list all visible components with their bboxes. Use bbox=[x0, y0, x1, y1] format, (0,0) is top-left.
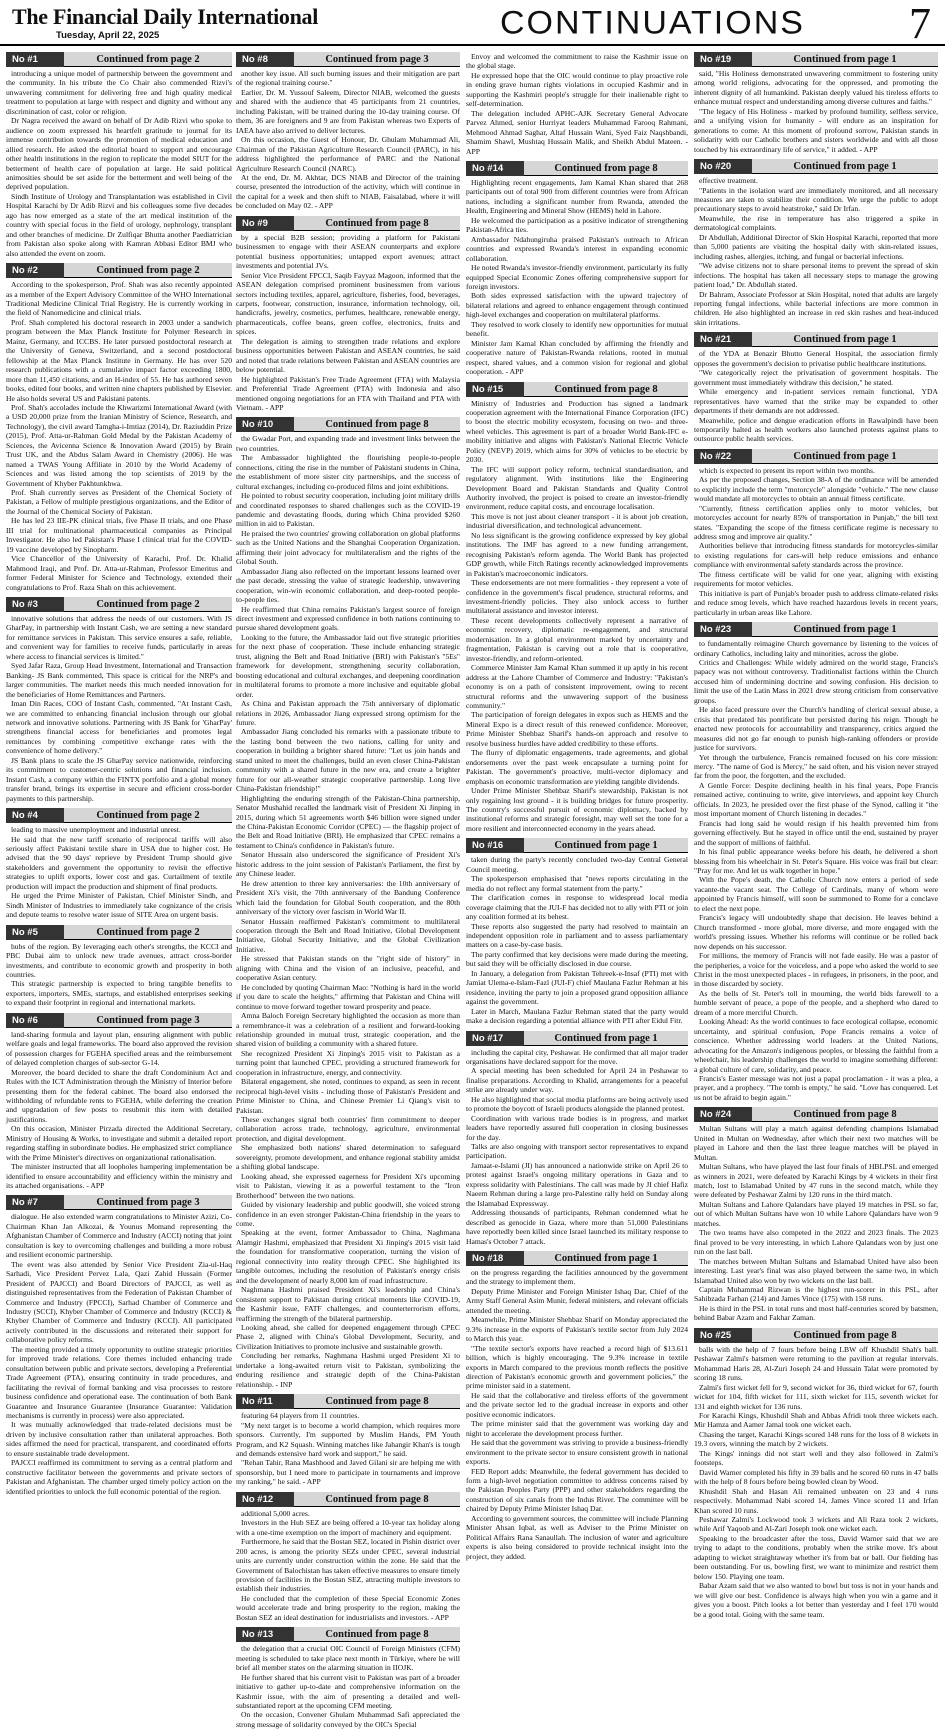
issue-date: Tuesday, April 22, 2025 bbox=[56, 30, 160, 41]
article-paragraph: Investors in the Hub SEZ are being offered a 10-year tax holiday along with a one-time exemption on the import of machinery and equipment. bbox=[236, 1518, 460, 1537]
article-paragraph: The IFC will support policy reform, technical standardisation, and regulatory alignment. With institutions like the Engineering Development Board and Pakistan Standards and Quality Control Authority involved, the project is poised to create an investor-friendly environment, reduce capital costs, and encourage localisation. bbox=[466, 464, 688, 512]
article-paragraph: Coordination with various trade bodies is in progress, and market leaders have reportedly assured full cooperation in closing businesses for the day. bbox=[466, 1113, 688, 1142]
article-paragraph: innovative solutions that address the needs of our customers. With JS GharPay, in partnership with Instant Cash, we are setting a new standard for remittance services in Pakistan. This service ensures a safe, reliable, and convenient way for families to receive funds, particularly in areas where access to financial services is limited." bbox=[6, 614, 232, 661]
newspaper-title: The Financial Daily International bbox=[12, 4, 319, 29]
article-paragraph: As per the proposed changes, Section 38-A of the ordinance will be amended to explicitly include the term "motorcycle" alongside "vehicle." The new clause would mandate all motorcycles to obtain an annual fitness certificate. bbox=[694, 475, 938, 504]
article-paragraph: "We advise citizens not to share personal items to prevent the spread of skin infections. The hospital has taken all necessary steps to manage the growing patient load," Dr. Abdullah stated. bbox=[694, 261, 938, 290]
article-paragraph: Chasing the target, Karachi Kings scored 148 runs for the loss of 8 wickets in 19.3 overs, winning the match by 2 wickets. bbox=[694, 1429, 938, 1449]
article-paragraph: Francis's Easter message was not just a papal proclamation - it was a plea, a prayer, and a prophecy. "The tomb is empty," he said. "Love has conquered. Let us not be afraid to begin again." bbox=[694, 1073, 938, 1102]
article-paragraph: Concluding her remarks, Naghmana Hashmi urged President Xi to undertake a long-awaited return visit to Pakistan, symbolizing the enduring resilience and strategic depth of the China-Pakistan relationship. - INP bbox=[236, 1351, 460, 1389]
article-paragraph: Ambassador Jiang also reflected on the important lessons learned over the past decade, stressing the value of strategic leadership, unwavering cooperation, win-win economic collaboration, and deep-rooted people-to-people ties. bbox=[236, 566, 460, 605]
article-number: No #15 bbox=[466, 382, 524, 397]
article-paragraph: Later in March, Maulana Fazlur Rehman stated that the party would make a decision regarding a potential alliance with PTI after Eidul Fitr. bbox=[466, 1006, 688, 1026]
article-paragraph: They resolved to work closely to identify new opportunities for mutual benefit. bbox=[466, 319, 688, 339]
article-header bbox=[466, 161, 688, 176]
article-continuation bbox=[236, 216, 460, 413]
column-1 bbox=[6, 52, 232, 1522]
article-paragraph: The fitness certificate will be valid for one year, aligning with existing requirements for motor vehicles. bbox=[694, 569, 938, 589]
article-continuation bbox=[466, 52, 688, 156]
article-paragraph: The event was also attended by Senior Vice President Zia-ul-Haq Sarhadi, Vice President Pervez Lala, Qazi Zahid Hussain (Former President of PAJCCI) and Board Directors of PAJCCI, as well as distinguished representatives from the Federation of Pakistan Chamber of Commerce and Industry (FPCCI), Sarhad Chamber of Commerce and Industry (SCCI), Khyber Chamber of Commerce and Industry (KCCI) & Khyber Chamber of Commerce and Industry (KCCI). All participated actively contributed in the discussions and reiterated their support for collaborative policy reforms. bbox=[6, 1259, 232, 1345]
article-paragraph: Earlier, Dr. M. Yussouf Saleem, Director NIAB, welcomed the guests and shared with the audience that 45 participants from 21 countries, including Pakistan, will be trained during the 10-day training course. Of them, 36 are foreigners and 9 are from Pakistan whereas two Experts of IAEA have also arrived to deliver lectures. bbox=[236, 87, 460, 135]
article-paragraph: Looking Ahead: As the world continues to face ecological collapse, economic uncertainty, and spiritual confusion, Pope Francis remains a voice of conscience. Whether addressing world leaders at the United Nations, advocating for the Amazon's indigenous peoples, or blessing the faithful from a wheelchair, his leadership challenges the world to imagine something different: a global culture of care, solidarity, and peace. bbox=[694, 1017, 938, 1074]
page-number: 7 bbox=[909, 0, 931, 48]
article-paragraph: Minister Jam Kamal Khan concluded by affirming the friendly and cooperative nature of Pakistan-Rwanda relations, rooted in mutual respect, shared values, and a common vision for regional and global cooperation. - APP bbox=[466, 338, 688, 377]
article-header bbox=[694, 449, 938, 464]
article-paragraph: including the capital city, Peshawar. He confirmed that all major trader organisations have declared support for the move. bbox=[466, 1047, 688, 1066]
article-continuation bbox=[466, 1251, 688, 1561]
article-paragraph: said, "His Holiness demonstrated unwavering commitment to fostering unity among world religions, advocating for the oppressed, and promoting the inherent dignity of all humankind. Pakistan deeply valued his tireless efforts to enhance mutual respect and understanding among diverse cultures and faiths." bbox=[694, 69, 938, 107]
article-paragraph: He concluded that the completion of these Special Economic Zones would accelerate trade and bring prosperity to the region, making the Bostan SEZ an ideal destination for industrialists and investors. - APP bbox=[236, 1593, 460, 1622]
continued-from-label: Continued from page 3 bbox=[64, 1013, 232, 1027]
article-paragraph: He further shared that his current visit to Pakistan was part of a broader initiative to gather up-to-date and comprehensive information on the Kashmir issue, with the aim of presenting a detailed and well-substantiated report at the upcoming CFM meeting. bbox=[236, 1672, 460, 1710]
continued-from-label: Continued from page 2 bbox=[64, 597, 232, 611]
continued-from-label: Continued from page 1 bbox=[752, 52, 938, 66]
article-paragraph: which is expected to present its report within two months. bbox=[699, 465, 875, 475]
article-continuation bbox=[6, 925, 232, 1008]
article-paragraph: FED Report adds: Meanwhile, the federal government has decided to form a high-level negotiation committee to address concerns raised by the Pakistan Peoples Party (PPP) and other stakeholders regarding the construction of six canals from the Indus River. The committee will be chaired by Deputy Prime Minister Ishaq Dar. bbox=[466, 1466, 688, 1514]
section-title: CONTINUATIONS bbox=[500, 4, 805, 42]
article-paragraph: For Karachi Kings, Khushdil Shah and Abbas Afridi took three wickets each. Mir Hamza and Aamer Jamal took one wicket each. bbox=[694, 1411, 938, 1430]
article-number: No #13 bbox=[236, 1627, 294, 1642]
article-paragraph: dialogue. He also extended warm congratulations to Minister Azizi, Co-Chairman Khan Jan Alkozai, & Younus Momand representing the Afghanistan Chamber of Commerce and Industry (ACCI) noting that joint consultation is key to overcoming challenges and building a more robust and resilient economic partnership. bbox=[6, 1212, 232, 1260]
article-header bbox=[694, 332, 938, 347]
article-paragraph: On this occasion, the Guest of Honour, Dr. Ghulam Muhammad Ali, Chairman of the Pakistan Agriculture Research Council (PARC), in his address highlighted the performance of PARC and the National Agriculture Research Council (NARC). bbox=[236, 135, 460, 173]
continued-from-label: Continued from page 8 bbox=[294, 1492, 460, 1506]
article-paragraph: Meanwhile, police and dengue eradication efforts in Rawalpindi have been temporarily halted as health workers also launched protests against plans to outsource public health services. bbox=[694, 415, 938, 444]
article-header bbox=[236, 1627, 460, 1642]
article-paragraph: Multan Sultans and Lahore Qalandars have played 19 matches in PSL so far, out of which Multan Sultans have won 10 while Lahore Qalandars have won 9 matches. bbox=[694, 1199, 938, 1228]
article-continuation bbox=[694, 1107, 938, 1323]
article-continuation bbox=[466, 1031, 688, 1247]
article-continuation bbox=[694, 622, 938, 1102]
article-header bbox=[236, 417, 460, 432]
continued-from-label: Continued from page 8 bbox=[752, 1107, 938, 1121]
article-paragraph: These recent developments collectively represent a narrative of economic recovery, diplomatic re-engagement, and structural modernisation. In a global environment marked by uncertainty and fragmentation, Pakistan is carving out a role that is cooperative, investor-friendly, and reform-oriented. bbox=[466, 615, 688, 663]
article-paragraph: She emphasized both nations' shared determination to safeguard sovereignty, promote development, and enhance regional stability amidst a shifting global landscape. bbox=[236, 1143, 460, 1172]
article-paragraph: The minister instructed that all loopholes hampering implementation be identified to ensure accountability and efficiency within the ministry and its attached organisations. - APP bbox=[6, 1162, 232, 1191]
article-paragraph: Authorities believe that introducing fitness standards for motorcycles-similar to existing regulations for cars-will help reduce emissions and enhance compliance with environmental safety standards across the province. bbox=[694, 541, 938, 570]
article-paragraph: The clarification comes in response to widespread local media coverage claiming that the JUI-F has decided not to ally with PTI or join any coalition formed at its behest. bbox=[466, 893, 688, 922]
article-paragraph: Guided by visionary leadership and public goodwill, she voiced strong confidence in an even stronger Pakistan-China friendship in the years to come. bbox=[236, 1200, 460, 1229]
article-paragraph: Dr Nagra received the award on behalf of Dr Adib Rizvi who spoke to audience on zoom expressed his heartfelt gratitude to journal for its immense contribution towards the promotion of medical education and allied research. He asked the editorial board to support and encourage other health institutions in the region to replicate the model SIUT for the betterment of health care of population at large. He said political animosities should be set aside for the betterment and well being of the deprived population. bbox=[6, 116, 232, 192]
continued-from-label: Continued from page 1 bbox=[524, 1251, 688, 1265]
article-paragraph: While emergency and in-patient services remain functional, YDA representatives have warned that the strike may be expanded to other departments if their demands are not addressed. bbox=[694, 387, 938, 416]
article-paragraph: Francis had long said he would resign if his health prevented him from governing effectively. But he stayed in office until the end, sustained by prayer and the support of millions of faithful. bbox=[694, 818, 938, 847]
article-paragraph: of the YDA at Benazir Bhutto General Hospital, the association firmly opposes the government's decision to privatise public healthcare institutions. bbox=[694, 349, 938, 368]
article-header bbox=[694, 159, 938, 174]
continued-from-label: Continued from page 8 bbox=[524, 382, 688, 396]
continued-from-label: Continued from page 8 bbox=[524, 161, 688, 175]
continued-from-label: Continued from page 2 bbox=[64, 808, 232, 822]
article-number: No #24 bbox=[694, 1107, 752, 1122]
article-header bbox=[694, 1328, 938, 1343]
article-paragraph: Furthermore, he said that the Bostan SEZ, located in Pishin district over 200 acres, is among the priority SEZs under CPEC, several industrial units are currently under construction within the zone. He said that the Government of Balochistan has taken effective measures to ensure timely provision of facilities in the Bostan SEZ, attracting multiple investors to establish their industries. bbox=[236, 1537, 460, 1594]
article-continuation bbox=[694, 159, 938, 327]
article-number: No #18 bbox=[466, 1251, 524, 1266]
article-number: No #11 bbox=[236, 1394, 294, 1409]
article-paragraph: another key issue. All such burning issues and their mitigation are part of the regional training course." bbox=[236, 69, 460, 88]
article-paragraph: Both sides expressed satisfaction with the upward trajectory of bilateral relations and agreed to enhance engagement through continued high-level exchanges and cooperation on multilateral platforms. bbox=[466, 291, 688, 320]
article-paragraph: Ambassador Ndahungiruha praised Pakistan's outreach to African countries and expressed Rwanda's interest in expanding economic collaboration. bbox=[466, 234, 688, 263]
article-number: No #5 bbox=[6, 925, 64, 940]
article-number: No #21 bbox=[694, 332, 752, 347]
article-continuation bbox=[694, 52, 938, 154]
article-paragraph: Senior Vice President FPCCI, Saqib Fayyaz Magoon, informed that the ASEAN delegation comprised prominent businessmen from various sectors including textiles, apparel, agriculture, fisheries, food, beverages, carpets, footwear, construction, insurance, information technology, oil, handicrafts, jewelry, cosmetics, perfumes, healthcare, renewable energy, pharmaceuticals, coffee beans, green coffee, electronics, fruits and spices. bbox=[236, 270, 460, 337]
article-paragraph: In his final public appearance weeks before his death, he delivered a short blessing from his wheelchair in St. Peter's Square. His voice was frail but clear: "Pray for me. And let us walk together in hope." bbox=[694, 847, 938, 875]
article-continuation bbox=[694, 449, 938, 617]
article-paragraph: effective treatment. bbox=[699, 176, 758, 186]
article-paragraph: leading to massive unemployment and industrial unrest. bbox=[11, 825, 181, 835]
article-header bbox=[6, 1195, 232, 1210]
article-paragraph: According to the spokesperson, Prof. Shah was also recently appointed as a member of the Expert Advisory Committee of the WHO International Traditional Medicine Clinical Trial Registry. He is currently working in the field of Nanomedicine and clinical trials. bbox=[6, 280, 232, 318]
article-paragraph: "The textile sector's exports have reached a record high of $13.611 billion, which is highly encouraging. The 9.3% increase in textile exports in March compared to the previous month reflects the positive direction of Pakistan's economic growth and government policies," the prime minister said in a statement. bbox=[466, 1343, 688, 1391]
article-paragraph: He said that the new tariff scenario of reciprocal tariffs will also seriously affect Pakistani textile share in USA due to higher cost. He advised that the 90 days' reprieve by President Trump should give stakeholders and government the opportunity to revisit the effective strategies to uplift exports, lower cost and gas. Curtailment of textile production will impact the production and shipment of final products. bbox=[6, 834, 232, 891]
article-paragraph: Khushdil Shah and Hasan Ali remained unbeaten on 23 and 4 runs respectively. Mohammad Nabi scored 14, James Vince scored 11 and Irfan Khan scored 10 runs. bbox=[694, 1486, 938, 1515]
article-paragraph: It was mutually acknowledged that trade-related decisions must be driven by inclusive consultation rather than unilateral approaches. Both sides affirmed the need for practical, transparent, and coordinated efforts to ensure sustainable trade development. bbox=[6, 1420, 232, 1458]
article-continuation bbox=[6, 1195, 232, 1496]
article-paragraph: Highlighting the enduring strength of the Pakistan-China partnership, Senator Mushahid recalled the landmark visit of President Xi Jinping in 2015, during which 51 agreements worth $46 billion were signed under the China-Pakistan Economic Corridor (CPEC) — the flagship project of the Belt and Road Initiative (BRI). He emphasized that CPEC remains a testament to China's confidence in Pakistan's future. bbox=[236, 793, 460, 850]
article-paragraph: PAJCCI reaffirmed its commitment to serving as a central platform and constructive facilitator between the governments and private sectors of Pakistan and Afghanistan. The chamber urged timely policy action on the identified priorities to unlock the full economic potential of the region. bbox=[6, 1458, 232, 1496]
article-paragraph: On the occasion, Convener Ghulam Muhammad Safi appreciated the strong message of solidarity conveyed by the OIC's Special bbox=[236, 1710, 460, 1729]
article-paragraph: For millions, the memory of Francis will not fade easily. He was a pastor of the peripheries, a voice for the voiceless, and a pope who asked the world to see Christ in the most unexpected places - in refugees, in prisoners, in the poor, and in those discarded by society. bbox=[694, 951, 938, 989]
article-paragraph: hubs of the region. By leveraging each other's strengths, the KCCI and PBC Dubai aim to unlock new trade avenues, attract cross-border investments, and contribute to economic growth and prosperity in both countries. bbox=[6, 941, 232, 979]
article-paragraph: The spokesperson emphasised that "news reports circulating in the media do not reflect any formal statement from the party." bbox=[466, 874, 688, 893]
article-paragraph: On this occasion, Minister Pirzada directed the Additional Secretary, Ministry of Housing & Works, to investigate and submit a detailed report regarding staffing in subordinate bodies. He emphasized strict compliance with the Prime Minister's directives on organizational rationalisation. bbox=[6, 1124, 232, 1162]
article-paragraph: land-sharing formula and layout plan, ensuring alignment with public welfare goals and legal frameworks. The board also approved the revision of possession charges for FGEHA specified areas and the reimbursement of delayed completion charges of sub-sector G-14. bbox=[6, 1029, 232, 1068]
article-continuation bbox=[466, 382, 688, 834]
article-paragraph: the delegation that a crucial OIC Council of Foreign Ministers (CFM) meeting is scheduled to take place next month in Türkiye, where he will brief all member states on the alarming situation in IIOJK. bbox=[236, 1644, 460, 1673]
article-paragraph: Looking ahead, she expressed eagerness for President Xi's upcoming visit to Pakistan, viewing it as a powerful testament to the "Iron Brotherhood" between the two nations. bbox=[236, 1171, 460, 1200]
article-paragraph: As China and Pakistan approach the 75th anniversary of diplomatic relations in 2026, Ambassador Jiang expressed strong optimism for the future. bbox=[236, 699, 460, 727]
article-continuation bbox=[236, 1627, 460, 1729]
article-paragraph: She recognized President Xi Jinping's 2015 visit to Pakistan as a turning point that launched CPEC, providing a structured framework for cooperation in infrastructure, energy, and connectivity. bbox=[236, 1048, 460, 1077]
article-header bbox=[236, 1394, 460, 1409]
article-number: No #25 bbox=[694, 1328, 752, 1343]
continued-from-label: Continued from page 3 bbox=[294, 52, 460, 66]
article-paragraph: by a special B2B session; providing a platform for Pakistani businessmen to engage with their ASEAN counterparts and explore potential business opportunities; untapped export avenues; attract investments and potential JVs. bbox=[236, 232, 460, 271]
article-paragraph: In January, a delegation from Pakistan Tehreek-e-Insaf (PTI) met with Jamiat Ulema-e-Islam-Fazl (JUI-F) chief Maulana Fazlur Rehman at his residence, inviting the party to join a proposed grand opposition alliance against the government. bbox=[466, 968, 688, 1007]
article-number: No #16 bbox=[466, 838, 524, 853]
article-paragraph: "My next target is to become a world champion, which requires more sponsors. Currently, I'm supported by Muslim Hands, PM Youth Program, and K2 Squash. Winning matches like Jahangir Khan's is tough and demands extensive hard work and support," he said. bbox=[236, 1420, 460, 1458]
article-paragraph: The party confirmed that key decisions were made during the meeting, but said they will be officially disclosed in due course. bbox=[466, 949, 688, 969]
article-paragraph: Ministry of Industries and Production has signed a landmark cooperation agreement with the International Finance Corporation (IFC) to boost the electric mobility ecosystem, focusing on two- and three-wheel vehicles. This agreement is part of a broader World Bank-IFC e-mobility initiative and aligns with Pakistan's National Electric Vehicle Policy (NEVP) 2019, which aims for 30% of vehicles to be electric by 2030. bbox=[466, 398, 688, 465]
article-paragraph: He urged the Prime Minister of Pakistan, Chief Minister Sindh, and Sindh Minister of Industries to immediately take cognizance of the crisis and depute teams to resolve water issue of SITE Area on urgent basis. bbox=[6, 891, 232, 920]
article-header bbox=[694, 1107, 938, 1122]
article-header bbox=[694, 52, 938, 67]
article-header bbox=[6, 1013, 232, 1028]
article-paragraph: These endorsements are not mere formalities - they represent a vote of confidence in the government's fiscal prudence, structural reforms, and investment-friendly policies. They also unlock access to further multilateral assistance and investor interest. bbox=[466, 578, 688, 616]
article-paragraph: Commerce Minister Jam Kamal Khan summed it up aptly in his recent address at the Lahore Chamber of Commerce and Industry: "Pakistan's economy is on a path of consistent improvement, owing to recent structural reforms and the unwavering support of the business community." bbox=[466, 663, 688, 710]
article-paragraph: Prof. Shah completed his doctoral research in 2003 under a sandwich program between the Max Planck Institute for Polymer Research in Mainz, Germany, and ICCBS. He later pursued postdoctoral research at the University of Geneva, Switzerland, and a second postdoctoral fellowship at the Max Planck Institute in Germany. He has over 520 research publications with a cumulative impact factor exceeding 1800, more than 11,450 citations, and an H-index of 55. He has authored seven books, edited four books, and written nine chapters published by Elsevier. He also holds several US and Pakistani patents. bbox=[6, 317, 232, 403]
article-paragraph: balls with the help of 7 fours before being LBW off Khushdil Shah's ball. Peshawar Zalmi's batsmen were returning to the pavilion at regular intervals. Mohammad Haris 28, Al-Zuri Joseph 24 and Hussain Talat were promoted by scoring 18 runs. bbox=[694, 1344, 938, 1383]
article-paragraph: Speaking to the broadcaster after the toss, David Warner said that we are trying to adapt to the conditions, probably when the strike move. It's about adapting to wicket straightaway whether it's from bat or ball. Our fielding has been outstanding. For us, bowling first, we want to minimize and restrict them below 150. Playing one team. bbox=[694, 1533, 938, 1581]
article-paragraph: featuring 64 players from 11 countries. bbox=[241, 1411, 360, 1421]
article-number: No #2 bbox=[6, 263, 64, 278]
column-4 bbox=[694, 52, 938, 1619]
continued-from-label: Continued from page 8 bbox=[294, 1627, 460, 1641]
article-paragraph: He stressed that Pakistan stands on the "right side of history" in aligning with China and the vision of an inclusive, peaceful, and cooperative Asian century. bbox=[236, 954, 460, 983]
article-number: No #17 bbox=[466, 1031, 524, 1046]
article-continuation bbox=[236, 1492, 460, 1622]
article-paragraph: David Warner completed his fifty in 39 balls and he scored 60 runs in 47 balls with the help of 8 fours before being bowled clean by Wood. bbox=[694, 1467, 938, 1487]
article-paragraph: He expressed hope that the OIC would continue to play proactive role in ending grave human rights violations in occupied Kashmir and in supporting the Kashmiri people's struggle for their inalienable right to self-determination. bbox=[466, 70, 688, 109]
article-number: No #1 bbox=[6, 52, 64, 67]
masthead bbox=[0, 0, 945, 46]
article-paragraph: to fundamentally reimagine Church governance by listening to the voices of ordinary Catholics, including laity and minorities, across the globe. bbox=[694, 639, 938, 658]
article-paragraph: Talks are also ongoing with transport sector representatives to expand participation. bbox=[466, 1142, 688, 1161]
article-header bbox=[466, 838, 688, 853]
article-header bbox=[236, 1492, 460, 1507]
article-paragraph: Senator Hussain also underscored the significance of President Xi's historic address to the joint session of Pakistan's Parliament, the first by any Chinese leader. bbox=[236, 850, 460, 879]
article-paragraph: He said that the government was striving to provide a business-friendly environment to the private sector to ensure consistent growth in national exports. bbox=[466, 1438, 688, 1467]
article-paragraph: Prof. Shah's accolades include the Khwarizmi International Award (with a USD 20,000 prize from the Iranian Ministry of Science, Research, and Technology), the civil award Tamgha-i-Imtiaz (2014), Dr. Raziuddin Prize (2015), Prof. Atta-ur-Rahman Gold Medal by the Pakistan Academy of Sciences, the Avicenna Science & Innovation Award (2015) by Brain Trust UK, and the Abdus Salam Award in Chemistry (2006). He was named a TWAS Young Affiliate in 2010 by the World Academy of Sciences and was listed among the top scientists of 2019 by the Government of Khyber Pakhtunkhwa. bbox=[6, 402, 232, 488]
article-paragraph: introducing a unique model of partnership between the government and the community. In his tribute the Co Chair also commended Rizvi's unwavering commitment for delivering free and high quality medical treatment to population at large with respect and dignity and without any discrimination of cast, color or religion. bbox=[6, 69, 232, 116]
article-paragraph: According to government sources, the committee will include Planning Minister Ahsan Iqbal, as well as Adviser to the Prime Minister on Political Affairs Rana Sanaullah. The inclusion of water and agriculture experts is also being considered to provide technical insight into the project, they added. bbox=[466, 1513, 688, 1561]
article-continuation bbox=[694, 332, 938, 444]
article-paragraph: Multan Sultans, who have played the last four finals of HBLPSL and emerged as winners in 2021, were defeated by Karachi Kings by 4 wickets in their first match, lost to Islamabad United by 47 runs in the second match, while they were defeated by Peshawar Zalmi by 120 runs in the third match. bbox=[694, 1162, 938, 1200]
article-paragraph: No less significant is the growing confidence expressed by key global institutions. The IMF has agreed to a new funding arrangement, recognising Pakistan's reform agenda. The World Bank has projected GDP growth, while Fitch Ratings recently acknowledged improvements in Pakistan's macroeconomic indicators. bbox=[466, 530, 688, 578]
article-paragraph: These exchanges signal both countries' firm commitment to deeper collaboration across trade, technology, agriculture, environmental protection, and digital development. bbox=[236, 1115, 460, 1143]
article-paragraph: Multan Sultans will play a match against defending champions Islamabad United in Multan on Wednesday, after which their next two matches will be played in Lahore and then the last three league matches will be played in Multan. bbox=[694, 1124, 938, 1162]
article-paragraph: Naghmana Hashmi praised President Xi's leadership and China's consistent support to Pakistan during critical moments like COVID-19, the Kashmir issue, FATF challenges, and counterterrorism efforts, reaffirming the strength of the bilateral partnership. bbox=[236, 1285, 460, 1323]
article-header bbox=[236, 52, 460, 67]
article-paragraph: He praised the two countries' growing collaboration on global platforms such as the United Nations and the Shanghai Cooperation Organization, affirming their joint advocacy for multilateralism and the rights of the Global South. bbox=[236, 528, 460, 567]
article-paragraph: Francis's legacy will undoubtedly shape that decision. He leaves behind a Church transformed - more global, more diverse, and more engaged with the world's pressing issues. Whether his reforms will continue or be rolled back now depends on his successor. bbox=[694, 913, 938, 951]
article-continuation bbox=[6, 263, 232, 592]
article-paragraph: Looking to the future, the Ambassador laid out five strategic priorities for the next phase of cooperation. These include enhancing strategic trust, aligning the Belt and Road Initiative (BRI) with Pakistan's "5Es" framework for development, strengthening security collaboration, boosting educational and cultural exchanges, and deepening coordination in multilateral forums to promote a more inclusive and equitable global order. bbox=[236, 632, 460, 699]
column-3 bbox=[466, 52, 688, 1561]
article-paragraph: additional 5,000 acres. bbox=[241, 1508, 310, 1518]
article-number: No #3 bbox=[6, 597, 64, 612]
article-paragraph: Moreover, the board decided to share the draft Condominium Act and Rules with the ICT Administration through the Ministry of Interior before presenting them for the federal cabinet. The board also endorsed the withholding of refundable rents to FGEHA, while deferring the creation and upgradation of few posts to resubmit this item with detailed justifications. bbox=[6, 1067, 232, 1124]
column-2 bbox=[236, 52, 460, 1729]
continued-from-label: Continued from page 1 bbox=[524, 1031, 688, 1045]
article-paragraph: The Kings' innings did not start well and they also followed in Zalmi's footsteps. bbox=[694, 1448, 938, 1468]
article-paragraph: Captain Muhammad Rizwan is the highest run-scorer in this PSL, after Sahibzada Farhan (214) and James Vince (175) with 158 runs. bbox=[694, 1285, 938, 1304]
article-paragraph: This initiative is part of Punjab's broader push to address climate-related risks and reduce smog levels, which have reached hazardous levels in recent years, particularly in urban areas like Lahore. bbox=[694, 588, 938, 617]
article-header bbox=[6, 808, 232, 823]
article-paragraph: on the progress regarding the facilities announced by the government and the strategy to implement them. bbox=[466, 1268, 688, 1287]
article-paragraph: He drew attention to three key anniversaries: the 10th anniversary of President Xi's visit, the 70th anniversary of the Bandung Conference which laid the foundation for Global South cooperation, and the 80th anniversary of the victory over fascism in World War II. bbox=[236, 878, 460, 917]
article-number: No #9 bbox=[236, 216, 294, 231]
continued-from-label: Continued from page 1 bbox=[752, 159, 938, 173]
article-header bbox=[236, 216, 460, 231]
article-paragraph: At the end, Dr. M. Akhtar, DCS NIAB and Director of the training course, presented the introduction of the activity, which will continue in the capital for a week and then shift to NIAB, Faisalabad, where it will be concluded on May 02. - APP bbox=[236, 172, 460, 211]
article-number: No #6 bbox=[6, 1013, 64, 1028]
article-paragraph: Envoy and welcomed the commitment to raise the Kashmir issue on the global stage. bbox=[466, 52, 688, 71]
article-number: No #12 bbox=[236, 1492, 294, 1507]
continued-from-label: Continued from page 3 bbox=[64, 1195, 232, 1209]
article-paragraph: Syed Jafar Raza, Group Head Investment, International and Transaction Banking- JS Bank commented, This space is critical for the NRP's and larger communities. The market needs this much needed innovation for the beneficiaries of Home Remittances and Partners. bbox=[6, 661, 232, 699]
article-paragraph: Sindh Institute of Urology and Transplantation was established in Civil Hospital Karachi by Dr Adib Rizvi and his colleagues some five decades ago has now emerged as a state of the art medical institution of the country with special focus in the field of urology, nephrology, transplant and other branches of medicine. Dr Zulfiqar Bhutta another Paediatrician from Pakistan also spoke along with Kamran Abbasi Editor BMJ who also attended the event on zoom. bbox=[6, 191, 232, 258]
article-continuation bbox=[236, 1394, 460, 1487]
continued-from-label: Continued from page 8 bbox=[294, 1394, 460, 1408]
continued-from-label: Continued from page 1 bbox=[752, 449, 938, 463]
article-paragraph: He concluded by quoting Chairman Mao: "Nothing is hard in the world if you dare to scale the heights," affirming that Pakistan and China will continue to move forward together toward prosperity and peace. bbox=[236, 982, 460, 1011]
article-paragraph: Peshawar Zalmi's Lockwood took 3 wickets and Ali Raza took 2 wickets, while Arif Yaqoob and Al-Zari Joseph took one wicket each. bbox=[694, 1514, 938, 1534]
article-paragraph: He said that the collaborative and tireless efforts of the government and the private sector led to the gradual increase in exports and other positive economic indicators. bbox=[466, 1390, 688, 1419]
article-paragraph: the Gwadar Port, and expanding trade and investment links between the two countries. bbox=[236, 434, 460, 453]
article-paragraph: Meanwhile, the rise in temperature has also triggered a spike in dermatological complaints. bbox=[694, 213, 938, 233]
article-paragraph: Amna Baloch Foreign Secretary highlighted the occasion as more than a remembrance-it was a celebration of a resilient and forward-looking relationship grounded in mutual trust, strategic cooperation, and the shared vision of building a community with a shared future. bbox=[236, 1011, 460, 1049]
article-number: No #22 bbox=[694, 449, 752, 464]
article-paragraph: Highlighting recent engagements, Jam Kamal Khan shared that 268 participants out of total 900 from different countries were from African nations, including a significant number from Rwanda, attended the Health, Engineering and Mineral Show (HEMS) held in Lahore. bbox=[466, 177, 688, 216]
continued-from-label: Continued from page 8 bbox=[294, 417, 460, 431]
continued-from-label: Continued from page 1 bbox=[752, 332, 938, 346]
article-paragraph: Deputy Prime Minister and Foreign Minister Ishaq Dar, Chief of the Army Staff General Asim Munir, federal ministers, and relevant officials attended the meeting. bbox=[466, 1286, 688, 1315]
continued-from-label: Continued from page 2 bbox=[64, 925, 232, 939]
article-header bbox=[6, 52, 232, 67]
article-paragraph: Iman Din Races, COO of Instant Cash, commented, "At Instant Cash, we are committed to enhancing financial inclusion through our global network and innovative solutions. Partnering with JS Bank for 'GharPay' strengthens financial access for beneficiaries and promotes legal remittances by combining competitive exchange rates with the convenience of home delivery." bbox=[6, 699, 232, 756]
article-paragraph: The delegation is aiming to strengthen trade relations and explore business opportunities between Pakistan and ASEAN countries, he said and noted that trade relations between Pakistan and ASEAN countries are below potential. bbox=[236, 336, 460, 375]
article-continuation bbox=[6, 52, 232, 258]
article-paragraph: taken during the party's recently concluded two-day Central General Council meeting. bbox=[466, 855, 688, 874]
article-paragraph: The Ambassador highlighted the flourishing people-to-people connections, citing the rise in the number of Pakistani students in China, the establishment of more sister city partnerships, and the success of cultural exchanges, including co-produced films and joint exhibitions. bbox=[236, 453, 460, 491]
article-header bbox=[6, 263, 232, 278]
continued-from-label: Continued from page 1 bbox=[524, 838, 688, 852]
article-paragraph: He is third in the PSL in total runs and most half-centuries scored by batsmen, behind Babar Azam and Fakhar Zaman. bbox=[694, 1303, 938, 1323]
article-continuation bbox=[466, 838, 688, 1025]
article-number: No #10 bbox=[236, 417, 294, 432]
article-paragraph: He also faced pressure over the Church's handling of clerical sexual abuse, a crisis that predated his pontificate but persisted during his reign. Though he enacted new protocols for accountability and transparency, critics argued the measures did not go far enough to punish high-ranking offenders or provide justice for survivors. bbox=[694, 705, 938, 753]
article-paragraph: Looking ahead, she called for deepened engagement through CPEC Phase 2, aligned with China's Global Development, Security, and Civilization Initiatives to promote inclusive and sustainable growth. bbox=[236, 1323, 460, 1351]
article-header bbox=[466, 382, 688, 397]
article-paragraph: "The legacy of His Holiness - marked by profound humility, selfless service, and a unifying vision for humanity - will endure as an inspiration for generations to come. At this moment of profound sorrow, Pakistan stands in solidarity with our Catholic brothers and sisters worldwide and with all those touched by his extraordinary life of service," it added. - APP bbox=[694, 106, 938, 154]
article-number: No #7 bbox=[6, 1195, 64, 1210]
article-paragraph: He welcomed the participation as a positive indicator of strengthening Pakistan-Africa ties. bbox=[466, 215, 688, 235]
article-paragraph: He noted Rwanda's investor-friendly environment, particularly its fully equipped Special Economic Zones offering comprehensive support for foreign investors. bbox=[466, 263, 688, 291]
article-paragraph: Meanwhile, Prime Minister Shehbaz Sharif on Monday appreciated the 9.3% increase in the exports of Pakistan's textile sector from July 2024 to March this year. bbox=[466, 1315, 688, 1344]
continued-from-label: Continued from page 8 bbox=[752, 1328, 938, 1342]
article-header bbox=[6, 597, 232, 612]
article-number: No #19 bbox=[694, 52, 752, 67]
article-paragraph: Babar Azam said that we also wanted to bowl but toss is not in your hands and we will give our best. Confidence is always high when you win a game and it gives you a boost. Pitch looks a lot better than yesterday and I feel 170 would be a good total. Going with the same team. bbox=[694, 1581, 938, 1619]
article-continuation bbox=[236, 417, 460, 1389]
article-paragraph: "Rehan Tahir, Rana Mashhood and Javed Gilani sir are helping me with sponsorship, but I need more to participate in tournaments and improve my ranking," he said. - APP bbox=[236, 1458, 460, 1487]
article-paragraph: As the bells of St. Peter's toll in mourning, the world bids farewell to a humble servant of peace, a pope of the people, and a shepherd who dared to dream of a more merciful Church. bbox=[694, 988, 938, 1017]
article-paragraph: "Patients in the isolation ward are immediately monitored, and all necessary measures are taken to stabilize their condition. We urge the public to adopt precautionary steps to avoid heatstroke," said Dr Irfan. bbox=[694, 185, 938, 214]
article-continuation bbox=[6, 597, 232, 803]
article-paragraph: Yet through the turbulence, Francis remained focused on his core mission: mercy. "The name of God is Mercy," he said often, and his vision never strayed far from the poor, the forgotten, and the excluded. bbox=[694, 752, 938, 781]
article-paragraph: A Gentle Force: Despite declining health in his final years, Pope Francis remained active, continuing to write, give interviews, and appoint key Church officials. In 2023, he presided over the first phase of the Synod, calling it "the most important moment of Church listening in decades." bbox=[694, 780, 938, 819]
article-paragraph: This move is not just about cleaner transport - it is about job creation, industrial diversification, and technological advancement. bbox=[466, 511, 688, 531]
article-paragraph: "Currently, fitness certification applies only to motor vehicles, but motorcycles account for nearly 85% of transportation in Punjab," the bill text states. "Expanding the scope of the fitness certificate regime is necessary to address smog and improve air quality." bbox=[694, 503, 938, 542]
article-number: No #23 bbox=[694, 622, 752, 637]
article-continuation bbox=[236, 52, 460, 211]
article-header bbox=[6, 925, 232, 940]
article-header bbox=[466, 1031, 688, 1046]
article-number: No #20 bbox=[694, 159, 752, 174]
article-header bbox=[694, 622, 938, 637]
article-paragraph: Bilateral engagement, she noted, continues to expand, as seen in recent reciprocal high-level visits - including those of Pakistan's President and Prime Minister to China, and Chinese Premier Li Qiang's visit to Pakistan. bbox=[236, 1077, 460, 1115]
continued-from-label: Continued from page 2 bbox=[64, 52, 232, 66]
article-paragraph: "We categorically reject the privatisation of government hospitals. The government must immediately withdraw this decision," he stated. bbox=[694, 368, 938, 387]
article-paragraph: The matches between Multan Sultans and Islamabad United have also been interesting. Last year's final was also played between the same two, in which Islamabad United also won by two wickets on the last ball. bbox=[694, 1256, 938, 1285]
article-number: No #4 bbox=[6, 808, 64, 823]
article-paragraph: With the Pope's death, the Catholic Church now enters a period of sede vacante-the vacant seat. The College of Cardinals, many of whom were appointed by Francis himself, will soon be summoned to Rome for a conclave to elect the next pope. bbox=[694, 875, 938, 913]
article-paragraph: Critics and Challenges: While widely admired on the world stage, Francis's papacy was not without controversy. Traditionalist factions within the Church accused him of undermining doctrine and sowing confusion. His decision to limit the use of the Latin Mass in 2021 drew strong criticism from conservative groups. bbox=[694, 658, 938, 705]
article-paragraph: A special meeting has been scheduled for April 24 in Peshawar to finalise preparations. According to Khalid, arrangements for a peaceful strike are already under way. bbox=[466, 1066, 688, 1095]
article-paragraph: Senator Hussain reaffirmed Pakistan's commitment to multilateral cooperation through the Belt and Road Initiative, Global Development Initiative, Global Security Initiative, and the Global Civilization Initiative. bbox=[236, 916, 460, 954]
article-continuation bbox=[466, 161, 688, 377]
article-paragraph: Vice Chancellor of the University of Karachi, Prof. Dr. Khalid Mahmood Iraqi, and Prof. Dr. Atta-ur-Rahman, Professor Emeritus and former Federal Minister for Science and Technology, extended their congratulations to Prof. Raza Shah on this achievement. bbox=[6, 554, 232, 592]
article-number: No #14 bbox=[466, 161, 524, 176]
article-paragraph: The delegation included APHC-AJK Secretary General Advocate Parvez Ahmed, senior Hurriyat leaders Muhammad Farooq Rahmani, Mehmood Ahmad Saghar, Altaf Hussain Wani, Syed Faiz Naqshbandi, Shamim Shawl, Mushtaq Hussain Malik, and Sheikh Abdul Mateen. - APP bbox=[466, 108, 688, 156]
article-paragraph: He highlighted Pakistan's Free Trade Agreement (FTA) with Malaysia and Preferential Trade Agreement (PTA) with Indonesia and also mentioned ongoing negotiations for an FTA with Thailand and PTA with Vietnam. - APP bbox=[236, 374, 460, 412]
article-paragraph: Jamaat-e-Islami (JI) has announced a nationwide strike on April 26 to protest against Israel's ongoing military operations in Gaza and to express solidarity with Palestinians. The call was made by JI chief Hafiz Naeem Rehman during a large pro-Palestine rally held on Sunday along the Islamabad Expressway. bbox=[466, 1160, 688, 1208]
article-continuation bbox=[6, 808, 232, 920]
article-number: No #8 bbox=[236, 52, 294, 67]
article-paragraph: He has led 23 IIE-PK clinical trials, five Phase II trials, and one Phase III trial for multinational pharmaceutical companies as Principal Investigator. He also led Pakistan's Phase I clinical trial for the COVID-19 vaccine developed by Sinopharm. bbox=[6, 516, 232, 554]
continued-from-label: Continued from page 1 bbox=[752, 622, 938, 636]
article-continuation bbox=[694, 1328, 938, 1619]
article-paragraph: Zalmi's first wicket fell for 9, second wicket for 36, third wicket for 67, fourth wicket for 104, fifth wicket for 111, sixth wicket for 115, seventh wicket for 131 and eighth wicket for 136 runs. bbox=[694, 1382, 938, 1411]
article-paragraph: The prime minister said that the government was working day and night to accelerate the development process further. bbox=[466, 1419, 688, 1438]
article-header bbox=[466, 1251, 688, 1266]
article-paragraph: Dr Bahram, Associate Professor at Skin Hospital, noted that adults are largely reporting fungal infections, while bacterial infections are more common in children. He also highlighted an increase in red skin rashes and heat-induced skin irritations. bbox=[694, 289, 938, 327]
article-paragraph: Prof. Shah currently serves as President of the Chemical Society of Pakistan, a Fellow of multiple prestigious organizations, and the Editor of the Journal of the Chemical Society of Pakistan. bbox=[6, 488, 232, 516]
article-paragraph: Addressing thousands of participants, Rehman condemned what he described as genocide in Gaza, where more than 51,000 Palestinians have reportedly been killed since Israel launched its military response to Hamas's October 7 attack. bbox=[466, 1208, 688, 1246]
article-paragraph: The participation of foreign delegates in expos such as HEMS and the Mineral Expo is a direct result of this renewed confidence. Moreover, Prime Minister Shehbaz Sharif's hands-on approach and resolve to resolve business hurdles have added credibility to these efforts. bbox=[466, 710, 688, 748]
article-paragraph: JS Bank plans to scale the JS GharPay service nationwide, reinforcing its commitment to customer-centric solutions and financial inclusion. Instant Cash, a company within the FINTX portfolio and a global money transfer brand, brings its expertise in secure and efficient cross-border payments to this partnership. bbox=[6, 755, 232, 803]
article-paragraph: These reports also suggested the party had resolved to maintain an independent opposition role in parliament and to assess parliamentary matters on a case-by-case basis. bbox=[466, 921, 688, 950]
article-paragraph: He reaffirmed that China remains Pakistan's largest source of foreign direct investment and expressed confidence in both nations continuing to pursue shared development goals. bbox=[236, 604, 460, 633]
article-paragraph: Dr Abdullah, Additional Director of Skin Hospital Karachi, reported that more than 5,000 patients are visiting the hospital daily with skin-related issues, including rashes, allergies, itching, and fungal or bacterial infections. bbox=[694, 232, 938, 261]
article-paragraph: Ambassador Jiang concluded his remarks with a passionate tribute to the lasting bond between the two nations, calling for unity and cooperation in building a brighter shared future: "Let us join hands and stand united to meet the challenges, build an even closer China-Pakistan community with a shared future in the new era, and create a brighter future for our all-weather strategic cooperative partnership. Long live China-Pakistan friendship!" bbox=[236, 727, 460, 794]
article-paragraph: The two teams have also competed in the 2022 and 2023 finals. The 2023 final proved to be very interesting, in which Lahore Qalandars won by just one run on the last ball. bbox=[694, 1228, 938, 1257]
article-paragraph: The flurry of diplomatic engagements, trade agreements, and global endorsements over the past week encapsulate a turning point for Pakistan. The government's proactive, multi-vector diplomacy and emphasis on economic transformation are yielding tangible dividends. bbox=[466, 748, 688, 786]
article-continuation bbox=[6, 1013, 232, 1191]
article-paragraph: The meeting provided a timely opportunity to outline strategic priorities for improved trade relations. Core themes included enhancing trade consultation between public and private sectors, developing a Preferential Trade Agreement (PTA), ensuring continuity in trade procedures, and facilitating the revival of formal banking and visa processes to restore business confidence and operational ease. The continuation of both Bank Guarantee and Insurance Guarantee (Insurance Guarantee: Validation mechanisms is currently in process) were also appreciated. bbox=[6, 1344, 232, 1420]
continued-from-label: Continued from page 2 bbox=[64, 263, 232, 277]
article-paragraph: Under Prime Minister Shehbaz Sharif's stewardship, Pakistan is not only regaining lost ground - it is building bridges for future prosperity. The country's successful pursuit of economic diplomacy, backed by institutional reforms and strategic foresight, may well set the tone for a more resilient and interconnected economy in the years ahead. bbox=[466, 786, 688, 833]
continued-from-label: Continued from page 8 bbox=[294, 216, 460, 230]
article-paragraph: Speaking at the event, former Ambassador to China, Naghmana Alamgir Hashmi, emphasized that President Xi Jinping's 2015 visit laid the foundation for transformative cooperation, turning the vision of regional connectivity into reality through CPEC. She highlighted its tangible outcomes, including the resolution of Pakistan's energy crisis and the development of nearly 8,000 km of road infrastructure. bbox=[236, 1228, 460, 1285]
article-paragraph: He pointed to robust security cooperation, including joint military drills and coordinated responses to shared challenges such as the COVID-19 pandemic and devastating floods, during which China provided $260 million in aid to Pakistan. bbox=[236, 491, 460, 529]
article-paragraph: He also highlighted that social media platforms are being actively used to promote the boycott of Israeli products alongside the planned protest. bbox=[466, 1094, 688, 1114]
article-paragraph: This strategic partnership is expected to bring tangible benefits to exporters, importers, SMEs, startups, and established enterprises seeking to expand their footprint in regional and international markets. bbox=[6, 979, 232, 1008]
